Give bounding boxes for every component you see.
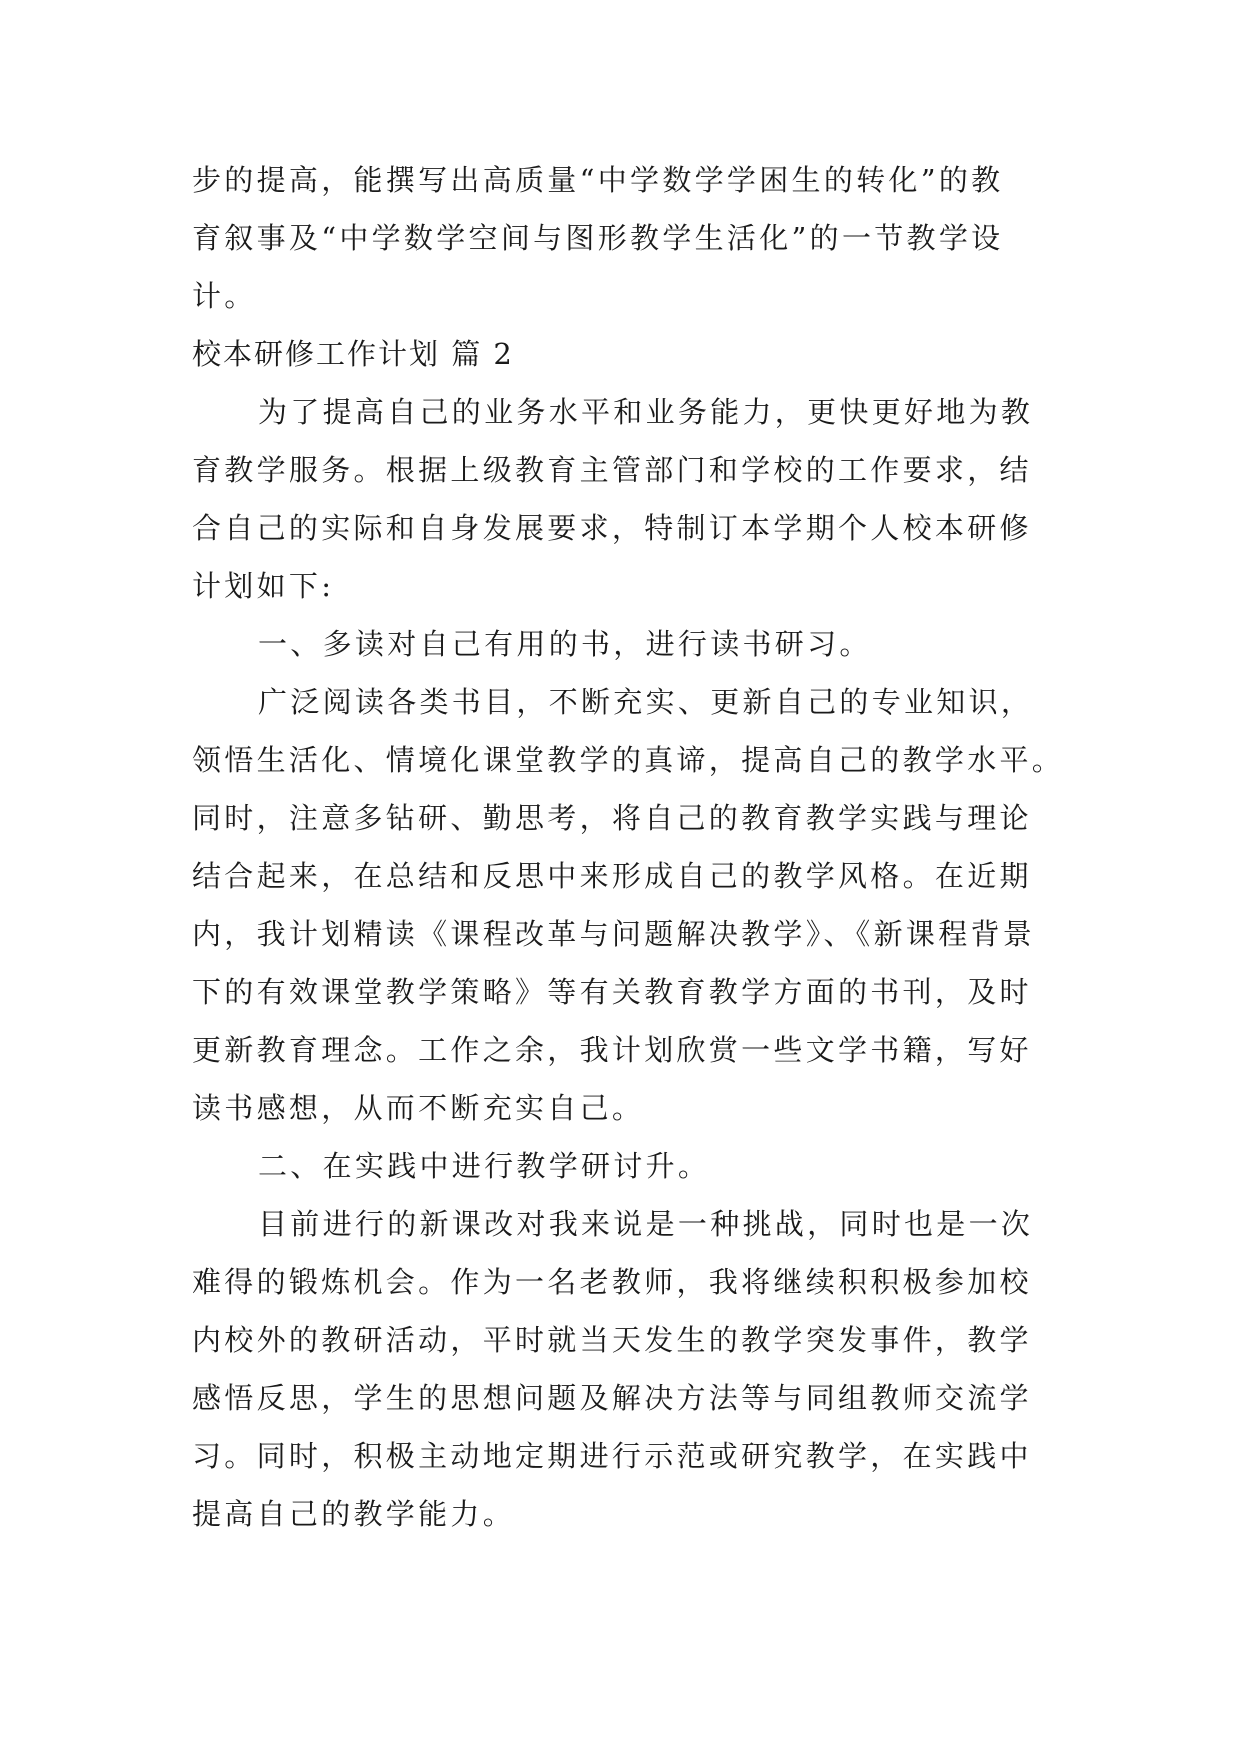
text-line: 读书感想，从而不断充实自己。 [192, 1091, 645, 1125]
paragraph-start-line: 为了提高自己的业务水平和业务能力，更快更好地为教 [258, 395, 1034, 429]
text-line: 育教学服务。根据上级教育主管部门和学校的工作要求，结 [192, 453, 1032, 487]
subheading-line: 二、在实践中进行教学研讨升。 [258, 1149, 711, 1183]
text-line: 育叙事及“中学数学空间与图形教学生活化”的一节教学设 [192, 221, 1004, 255]
text-line: 习。同时，积极主动地定期进行示范或研究教学，在实践中 [192, 1439, 1032, 1473]
text-line: 步的提高，能撰写出高质量“中学数学学困生的转化”的教 [192, 163, 1004, 197]
paragraph-start-line: 目前进行的新课改对我来说是一种挑战，同时也是一次 [258, 1207, 1034, 1241]
document-body [192, 151, 1065, 1543]
text-line: 下的有效课堂教学策略》等有关教育教学方面的书刊，及时 [192, 975, 1032, 1009]
text-line: 结合起来，在总结和反思中来形成自己的教学风格。在近期 [192, 859, 1032, 893]
text-line: 更新教育理念。工作之余，我计划欣赏一些文学书籍，写好 [192, 1033, 1032, 1067]
text-line: 提高自己的教学能力。 [192, 1497, 516, 1531]
text-line: 合自己的实际和自身发展要求，特制订本学期个人校本研修 [192, 511, 1032, 545]
text-line: 领悟生活化、情境化课堂教学的真谛，提高自己的教学水平。 [192, 743, 1065, 777]
section-heading: 校本研修工作计划 篇 2 [192, 337, 514, 371]
text-line: 同时，注意多钻研、勤思考，将自己的教育教学实践与理论 [192, 801, 1032, 835]
text-line: 计划如下: [192, 569, 335, 603]
text-line: 难得的锻炼机会。作为一名老教师，我将继续积积极参加校 [192, 1265, 1032, 1299]
text-line: 计。 [192, 279, 257, 313]
paragraph-start-line: 广泛阅读各类书目，不断充实、更新自己的专业知识， [258, 685, 1034, 719]
text-line: 内，我计划精读《课程改革与问题解决教学》、《新课程背景 [192, 917, 1036, 951]
text-line: 感悟反思，学生的思想问题及解决方法等与同组教师交流学 [192, 1381, 1032, 1415]
text-line: 内校外的教研活动，平时就当天发生的教学突发事件，教学 [192, 1323, 1032, 1357]
subheading-line: 一、多读对自己有用的书，进行读书研习。 [258, 627, 872, 661]
